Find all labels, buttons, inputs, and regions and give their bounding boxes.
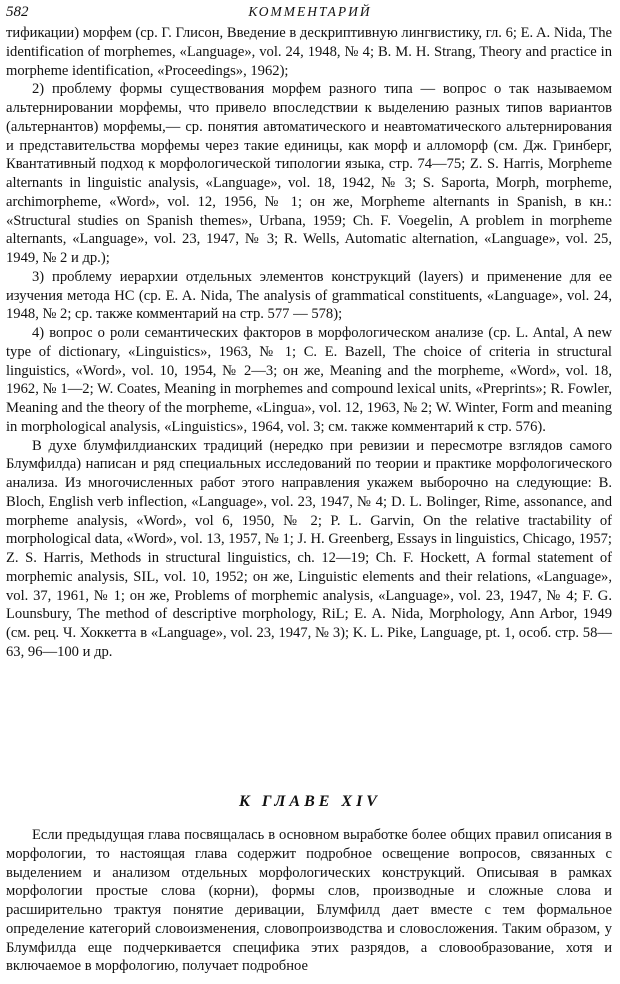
paragraph-continuation: тификации) морфем (ср. Г. Глисон, Введение в дескриптивную лингвистику, гл. 6; E. A. Nida, The identification of morphemes, «Language», vol. 24, 1948, № 4; B. M. H. Strang, Theory and practice in morpheme identification, «Proceedings», 1962); (6, 25, 612, 79)
paragraph-item-3: 3) проблему иерархии отдельных элементов конструкций (layers) и применение для ее изучения метода НС (ср. E. A. Nida, The analysis of grammatical constituents, «Language», vol. 24, 1948, № 2; ср. также комментарий на стр. 577 — 578); (6, 268, 612, 323)
paragraph-item-4: 4) вопрос о роли семантических факторов в морфологическом анализе (ср. L. Antal, A new type of dictionary, «Linguistics», 1963, № 1; C. E. Bazell, The choice of criteria in structural linguistics, «Word», vol. 10, 1954, № 2—3; он же, Meaning and the morpheme, «Word», vol. 18, 1962, № 1—2; W. Coates, Meaning in morphemes and compound lexical units, «Preprints»; R. Fowler, Meaning and the theory of the morpheme, «Lingua», vol. 12, 1963, № 2; W. Winter, Form and meaning in morphological analysis, «Linguistics», 1964, vol. 3; см. также комментарий к стр. 576). (6, 325, 612, 435)
page-header (6, 4, 614, 22)
commentary-text (6, 24, 612, 662)
chapter-commentary (6, 826, 612, 976)
page-number: 582 (6, 4, 29, 20)
chapter-paragraph: Если предыдущая глава посвящалась в основном выработке более общих правил описания в морфологии, то настоящая глава содержит подробное освещение вопросов, связанных с выделением и анализом отдельных морфологических конструкций. Описывая в рамках морфологии простые слова (корни), формы слов, производные и сложные слова и расширительно трактуя понятие деривации, Блумфилд дает вместе с тем формальное определение категорий словоизменения, словопроизводства и словосложения. Таким образом, у Блумфилда еще подчеркивается специфика этих разрядов, а словообразование, хотя и включаемое в морфологию, получает подробное (6, 827, 612, 975)
paragraph-bloomfieldian: В духе блумфилдианских традиций (нередко при ревизии и пересмотре взглядов самого Блумфилда) написан и ряд специальных исследований по теории и практике морфологического анализа. Из многочисленных работ этого направления укажем выборочно на следующие: B. Bloch, English verb inflection, «Language», vol. 23, 1947, № 4; D. L. Bolinger, Rime, assonance, and morpheme analysis, «Word», vol 6, 1950, № 2; P. L. Garvin, On the relative tractability of morphological data, «Word», vol. 13, 1957, № 1; J. H. Greenberg, Essays in linguistics, Chicago, 1957; Z. S. Harris, Methods in structural linguistics, ch. 12—19; Ch. F. Hockett, A formal statement of morphemic analysis, SIL, vol. 10, 1952; он же, Linguistic elements and their relations, «Language», vol. 37, 1961, № 1; он же, Problems of morphemic analysis, «Language», vol. 23, 1947, № 4; F. G. Lounsbury, The method of descriptive morphology, RiL; E. A. Nida, Morphology, Ann Arbor, 1949 (см. рец. Ч. Хоккетта в «Language», vol. 23, 1947, № 3); K. L. Pike, Language, pt. 1, особ. стр. 58—63, 96—100 и др. (6, 437, 612, 660)
paragraph-item-2: 2) проблему формы существования морфем разного типа — вопрос о так называемом альтернировании морфемы, что привело впоследствии к выделению разных типов вариантов (альтернантов) морфемы,— ср. понятия автоматического и неавтоматического альтернирования и представительства морфемы через такие единицы, как морф и алломорф (см. Дж. Гринберг, Квантативный подход к морфологической типологии языка, стр. 74—75; Z. S. Harris, Morpheme alternants in linguistic analysis, «Language», vol. 18, 1942, № 3; S. Saporta, Morph, morpheme, archimorpheme, «Word», vol. 12, 1956, № 1; он же, Morpheme alternants in Spanish, в кн.: «Structural studies on Spanish themes», Urbana, 1959; Ch. F. Voegelin, A problem in morpheme alternants, «Language», vol. 23, 1947, № 3; R. Wells, Automatic alternation, «Language», vol. 25, 1949, № 2 и др.); (6, 81, 612, 266)
running-head: КОММЕНТАРИЙ (248, 4, 372, 19)
chapter-heading: К ГЛАВЕ XIV (239, 793, 381, 810)
